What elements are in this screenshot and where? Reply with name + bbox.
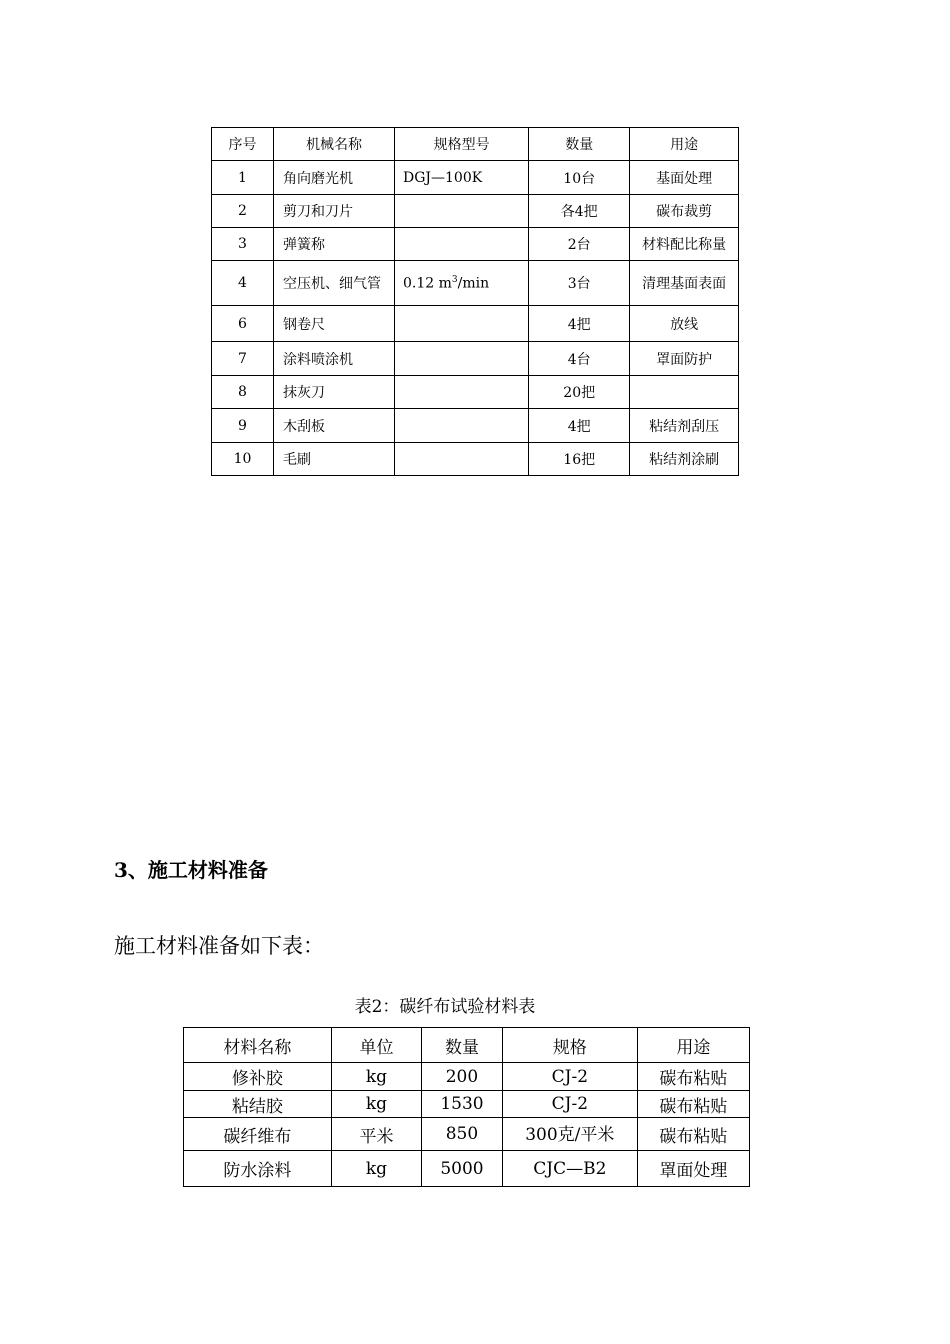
header-cell: 用途 xyxy=(630,128,739,161)
cell-qty: 200 xyxy=(422,1063,503,1091)
cell-use: 碳布粘贴 xyxy=(637,1118,749,1151)
cell-use: 碳布粘贴 xyxy=(637,1063,749,1091)
cell-qty: 20把 xyxy=(529,376,630,409)
cell-spec: 300克/平米 xyxy=(502,1118,637,1151)
header-cell: 机械名称 xyxy=(273,128,394,161)
cell-no: 3 xyxy=(212,228,274,261)
table-row xyxy=(212,443,739,476)
cell-name: 抹灰刀 xyxy=(273,376,394,409)
cell-qty: 5000 xyxy=(422,1151,503,1187)
cell-use: 基面处理 xyxy=(630,161,739,195)
table-row xyxy=(212,376,739,409)
table-row xyxy=(212,228,739,261)
cell-name: 弹簧称 xyxy=(273,228,394,261)
cell-use: 碳布粘贴 xyxy=(637,1091,749,1118)
cell-spec xyxy=(394,376,528,409)
cell-unit: kg xyxy=(331,1091,421,1118)
cell-use: 碳布裁剪 xyxy=(630,195,739,228)
cell-no: 10 xyxy=(212,443,274,476)
header-cell: 数量 xyxy=(422,1028,503,1063)
cell-qty: 4把 xyxy=(529,409,630,443)
table-row xyxy=(212,342,739,376)
cell-use: 罩面处理 xyxy=(637,1151,749,1187)
cell-spec xyxy=(394,306,528,342)
cell-spec xyxy=(394,228,528,261)
header-cell: 材料名称 xyxy=(184,1028,332,1063)
cell-use: 清理基面表面 xyxy=(630,261,739,306)
cell-spec: CJ-2 xyxy=(502,1063,637,1091)
cell-name: 修补胶 xyxy=(184,1063,332,1091)
cell-unit: kg xyxy=(331,1063,421,1091)
cell-name: 剪刀和刀片 xyxy=(273,195,394,228)
cell-no: 8 xyxy=(212,376,274,409)
table-row xyxy=(184,1091,750,1118)
cell-spec xyxy=(394,342,528,376)
table-row xyxy=(212,306,739,342)
header-cell: 规格型号 xyxy=(394,128,528,161)
cell-no: 2 xyxy=(212,195,274,228)
cell-use xyxy=(630,376,739,409)
cell-name: 角向磨光机 xyxy=(273,161,394,195)
cell-spec xyxy=(394,261,528,306)
cell-name: 防水涂料 xyxy=(184,1151,332,1187)
table-caption: 表2：碳纤布试验材料表 xyxy=(354,997,536,1017)
cell-use: 放线 xyxy=(630,306,739,342)
cell-spec: CJ-2 xyxy=(502,1091,637,1118)
section-heading: 3、施工材料准备 xyxy=(114,858,268,882)
cell-qty: 4台 xyxy=(529,342,630,376)
table-row xyxy=(184,1063,750,1091)
cell-name: 涂料喷涂机 xyxy=(273,342,394,376)
cell-use: 粘结剂涂刷 xyxy=(630,443,739,476)
cell-no: 7 xyxy=(212,342,274,376)
table-header-row xyxy=(184,1028,750,1063)
table-row xyxy=(212,261,739,306)
cell-use: 粘结剂刮压 xyxy=(630,409,739,443)
cell-name: 钢卷尺 xyxy=(273,306,394,342)
cell-name: 粘结胶 xyxy=(184,1091,332,1118)
cell-spec xyxy=(394,409,528,443)
cell-qty: 3台 xyxy=(529,261,630,306)
cell-spec: CJC—B2 xyxy=(502,1151,637,1187)
header-cell: 序号 xyxy=(212,128,274,161)
spec-superscript: 3 xyxy=(451,274,458,285)
cell-unit: kg xyxy=(331,1151,421,1187)
cell-qty: 各4把 xyxy=(529,195,630,228)
table-header-row xyxy=(212,128,739,161)
cell-qty: 16把 xyxy=(529,443,630,476)
table-row xyxy=(212,409,739,443)
spec-value: 0.12 m xyxy=(402,275,452,292)
cell-qty: 2台 xyxy=(529,228,630,261)
cell-spec xyxy=(394,443,528,476)
cell-name: 空压机、细气管 xyxy=(273,261,394,306)
cell-spec: DGJ—100K xyxy=(394,161,528,195)
cell-name: 碳纤维布 xyxy=(184,1118,332,1151)
header-cell: 数量 xyxy=(529,128,630,161)
materials-table xyxy=(183,1027,750,1187)
intro-text: 施工材料准备如下表： xyxy=(114,934,324,958)
cell-name: 毛刷 xyxy=(273,443,394,476)
table-row xyxy=(212,195,739,228)
cell-spec xyxy=(394,195,528,228)
spec-suffix: /min xyxy=(457,275,490,292)
cell-qty: 4把 xyxy=(529,306,630,342)
cell-qty: 10台 xyxy=(529,161,630,195)
table-row xyxy=(184,1118,750,1151)
cell-use: 罩面防护 xyxy=(630,342,739,376)
cell-no: 9 xyxy=(212,409,274,443)
table-row xyxy=(212,161,739,195)
cell-no: 4 xyxy=(212,261,274,306)
machinery-table xyxy=(211,127,739,476)
cell-unit: 平米 xyxy=(331,1118,421,1151)
table-row xyxy=(184,1151,750,1187)
header-cell: 规格 xyxy=(502,1028,637,1063)
header-cell: 单位 xyxy=(331,1028,421,1063)
cell-qty: 850 xyxy=(422,1118,503,1151)
header-cell: 用途 xyxy=(637,1028,749,1063)
cell-name: 木刮板 xyxy=(273,409,394,443)
cell-qty: 1530 xyxy=(422,1091,503,1118)
cell-use: 材料配比称量 xyxy=(630,228,739,261)
cell-no: 6 xyxy=(212,306,274,342)
cell-no: 1 xyxy=(212,161,274,195)
